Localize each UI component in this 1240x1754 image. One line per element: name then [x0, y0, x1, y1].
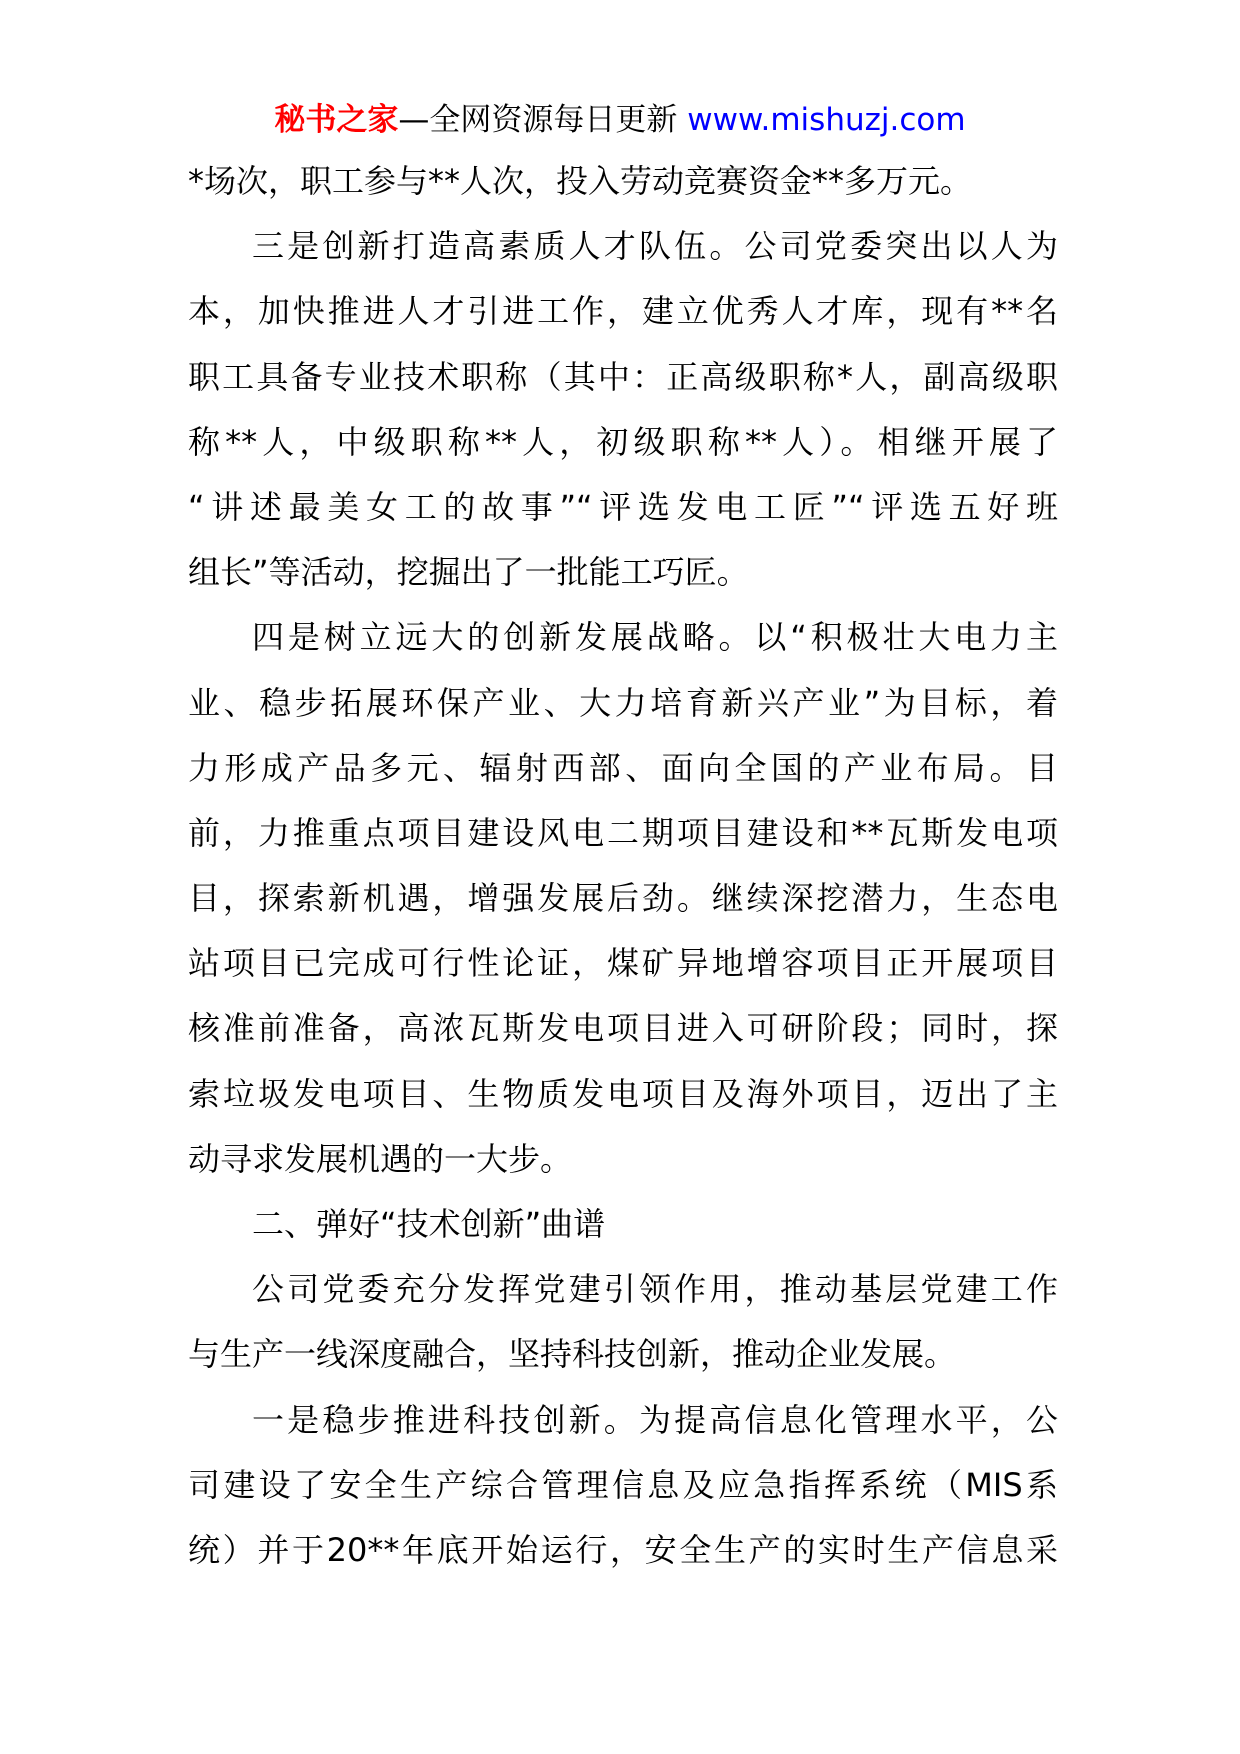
text-line: “讲述最美女工的故事”“评选发电工匠”“评选五好班	[188, 487, 1058, 526]
text-line: 二、弹好“技术创新”曲谱	[252, 1205, 606, 1243]
text-line: 力形成产品多元、辐射西部、面向全国的产业布局。目	[188, 748, 1058, 787]
text-line: 职工具备专业技术职称（其中：正高级职称*人，副高级职	[188, 357, 1058, 396]
text-line: *场次，职工参与**人次，投入劳动竞赛资金**多万元。	[188, 162, 973, 200]
site-url-link[interactable]: www.mishuzj.com	[687, 102, 966, 138]
text-line: 与生产一线深度融合，坚持科技创新，推动企业发展。	[188, 1335, 957, 1374]
text-line: 称**人，中级职称**人，初级职称**人）。相继开展了	[188, 422, 1058, 461]
text-line: 统）并于20**年底开始运行，安全生产的实时生产信息采	[188, 1530, 1058, 1569]
text-line: 组长”等活动，挖掘出了一批能工巧匠。	[188, 553, 749, 592]
text-line: 站项目已完成可行性论证，煤矿异地增容项目正开展项目	[188, 944, 1058, 983]
text-line: 业、稳步拓展环保产业、大力培育新兴产业”为目标，着	[188, 683, 1058, 722]
text-line: 公司党委充分发挥党建引领作用，推动基层党建工作	[252, 1270, 1058, 1309]
text-line: 四是树立远大的创新发展战略。以“积极壮大电力主	[252, 618, 1058, 657]
header-tagline: —全网资源每日更新	[398, 102, 678, 138]
text-line: 一是稳步推进科技创新。为提高信息化管理水平，公	[252, 1400, 1058, 1439]
text-line: 三是创新打造高素质人才队伍。公司党委突出以人为	[252, 227, 1058, 266]
text-line: 司建设了安全生产综合管理信息及应急指挥系统（MIS系	[188, 1465, 1058, 1504]
text-line: 前，力推重点项目建设风电二期项目建设和**瓦斯发电项	[188, 813, 1058, 852]
brand-name: 秘书之家	[274, 102, 399, 138]
text-line: 索垃圾发电项目、生物质发电项目及海外项目，迈出了主	[188, 1074, 1058, 1113]
text-line: 动寻求发展机遇的一大步。	[188, 1139, 573, 1178]
text-line: 目，探索新机遇，增强发展后劲。继续深挖潜力，生态电	[188, 879, 1058, 918]
document-body	[188, 161, 1058, 1595]
text-line: 本，加快推进人才引进工作，建立优秀人才库，现有**名	[188, 292, 1058, 331]
text-line: 核准前准备，高浓瓦斯发电项目进入可研阶段；同时，探	[188, 1009, 1058, 1048]
page-header	[0, 100, 1240, 140]
